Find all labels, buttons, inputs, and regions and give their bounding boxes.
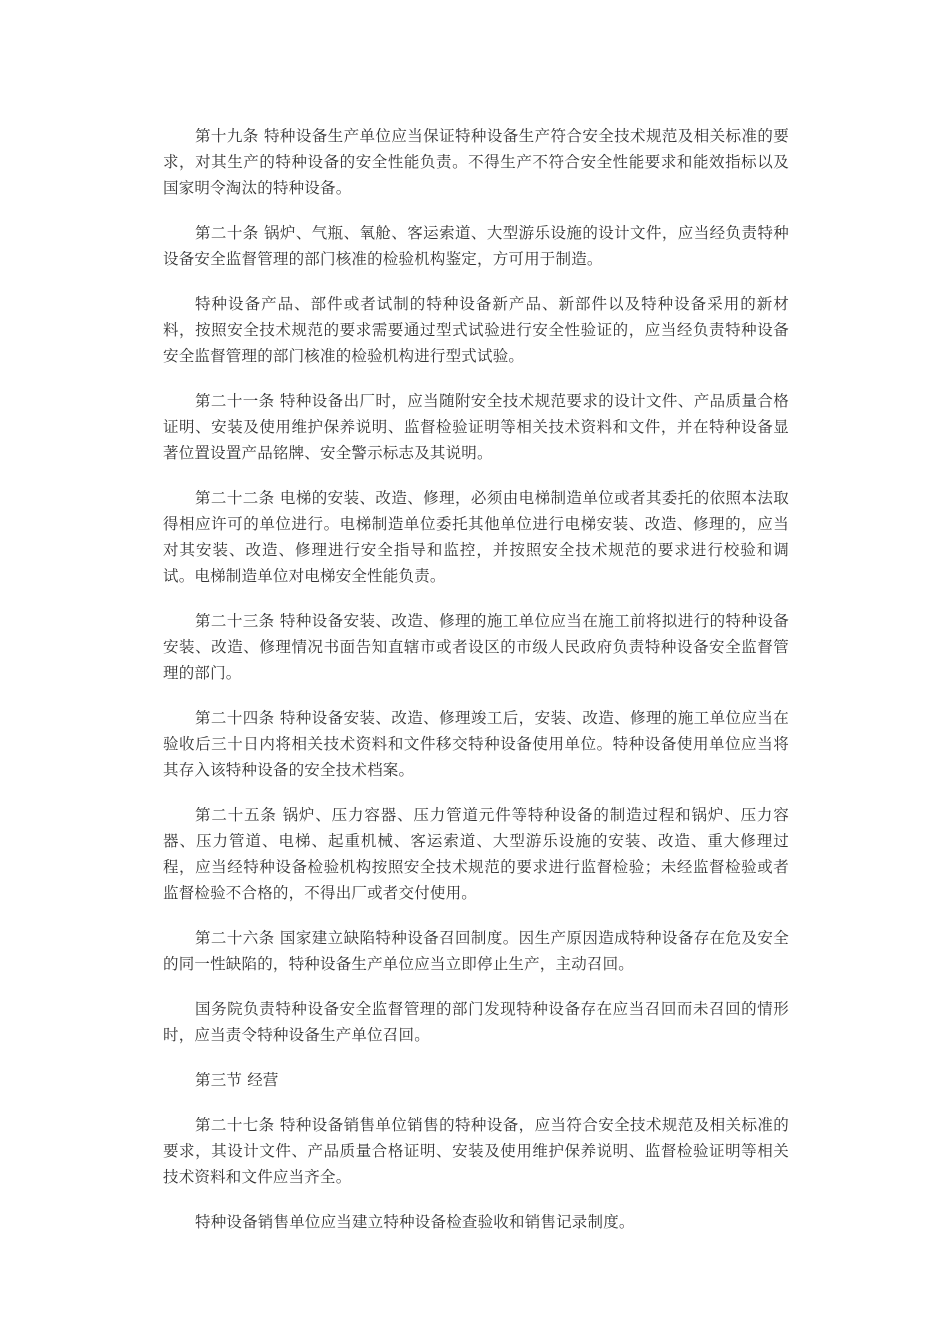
article-22-paragraph: 第二十二条 电梯的安装、改造、修理，必须由电梯制造单位或者其委托的依照本法取得相应许可的单位进行。电梯制造单位委托其他单位进行电梯安装、改造、修理的，应当对其安装、改造、修理进行安全指导和监控，并按照安全技术规范的要求进行校验和调试。电梯制造单位对电梯安全性能负责。 (163, 489, 789, 585)
section-heading: 第三节 经营 (195, 1071, 279, 1089)
article-25-paragraph: 第二十五条 锅炉、压力容器、压力管道元件等特种设备的制造过程和锅炉、压力容器、压力管道、电梯、起重机械、客运索道、大型游乐设施的安装、改造、重大修理过程，应当经特种设备检验机构按照安全技术规范的要求进行监督检验；未经监督检验或者监督检验不合格的，不得出厂或者交付使用。 (163, 806, 789, 902)
article-19-paragraph: 第十九条 特种设备生产单位应当保证特种设备生产符合安全技术规范及相关标准的要求，对其生产的特种设备的安全性能负责。不得生产不符合安全性能要求和能效指标以及国家明令淘汰的特种设备。 (163, 127, 789, 197)
article-20-paragraph: 第二十条 锅炉、气瓶、氧舱、客运索道、大型游乐设施的设计文件，应当经负责特种设备安全监督管理的部门核准的检验机构鉴定，方可用于制造。 (163, 224, 789, 268)
article-27-continuation-paragraph: 特种设备销售单位应当建立特种设备检查验收和销售记录制度。 (195, 1213, 635, 1231)
article-21-paragraph: 第二十一条 特种设备出厂时，应当随附安全技术规范要求的设计文件、产品质量合格证明、安装及使用维护保养说明、监督检验证明等相关技术资料和文件，并在特种设备显著位置设置产品铭牌、安全警示标志及其说明。 (163, 392, 789, 462)
article-26-continuation-paragraph: 国务院负责特种设备安全监督管理的部门发现特种设备存在应当召回而未召回的情形时，应当责令特种设备生产单位召回。 (163, 1000, 789, 1044)
article-27-paragraph: 第二十七条 特种设备销售单位销售的特种设备，应当符合安全技术规范及相关标准的要求，其设计文件、产品质量合格证明、安装及使用维护保养说明、监督检验证明等相关技术资料和文件应当齐全。 (163, 1116, 789, 1186)
article-24-paragraph: 第二十四条 特种设备安装、改造、修理竣工后，安装、改造、修理的施工单位应当在验收后三十日内将相关技术资料和文件移交特种设备使用单位。特种设备使用单位应当将其存入该特种设备的安全技术档案。 (163, 709, 789, 779)
article-26-paragraph: 第二十六条 国家建立缺陷特种设备召回制度。因生产原因造成特种设备存在危及安全的同一性缺陷的，特种设备生产单位应当立即停止生产，主动召回。 (163, 929, 789, 973)
article-23-paragraph: 第二十三条 特种设备安装、改造、修理的施工单位应当在施工前将拟进行的特种设备安装、改造、修理情况书面告知直辖市或者设区的市级人民政府负责特种设备安全监督管理的部门。 (163, 612, 789, 682)
document-page (163, 123, 789, 1254)
article-20-continuation-paragraph: 特种设备产品、部件或者试制的特种设备新产品、新部件以及特种设备采用的新材料，按照安全技术规范的要求需要通过型式试验进行安全性验证的，应当经负责特种设备安全监督管理的部门核准的检验机构进行型式试验。 (163, 295, 789, 365)
